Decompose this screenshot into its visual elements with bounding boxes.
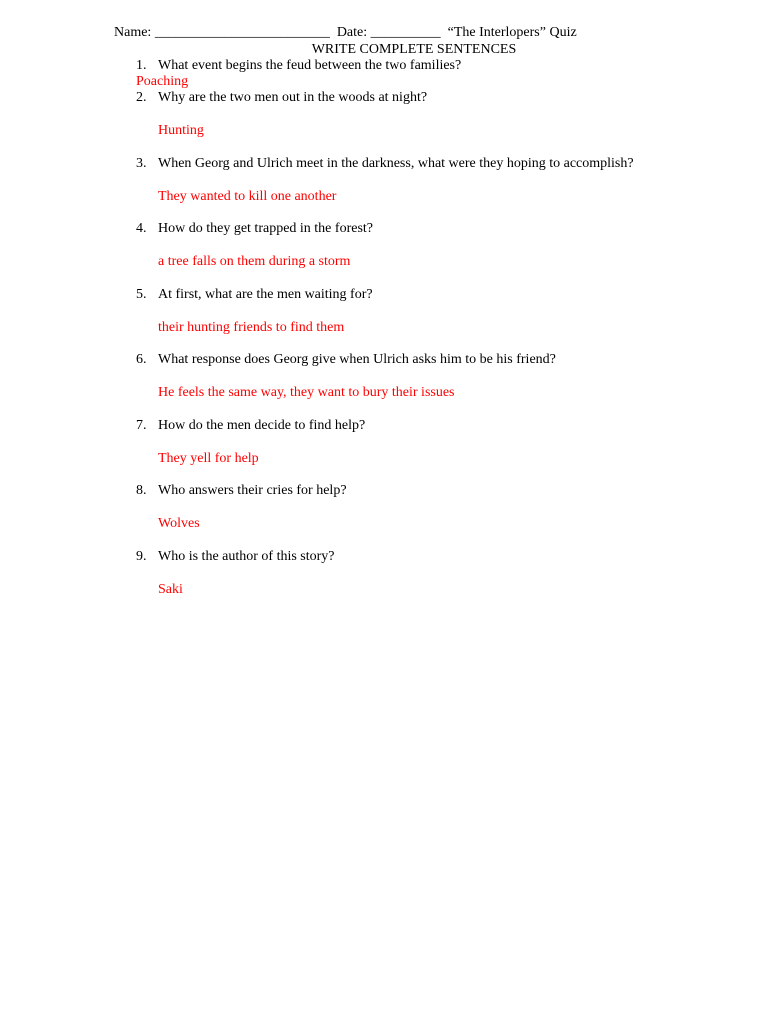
question-1 bbox=[136, 57, 461, 74]
question-text: How do they get trapped in the forest? bbox=[158, 221, 373, 236]
answer-text: They wanted to kill one another bbox=[158, 188, 337, 204]
question-number: 2. bbox=[136, 90, 147, 105]
question-number: 9. bbox=[136, 548, 147, 564]
question-line bbox=[136, 89, 427, 106]
question-text: What event begins the feud between the two families? bbox=[158, 58, 462, 73]
question-text: Who is the author of this story? bbox=[158, 548, 335, 564]
question-text: Who answers their cries for help? bbox=[158, 483, 347, 498]
answer-text: He feels the same way, they want to bury their issues bbox=[158, 385, 455, 400]
question-number: 6. bbox=[136, 352, 147, 367]
answer-text: Saki bbox=[158, 581, 183, 597]
answer-text: their hunting friends to find them bbox=[158, 319, 345, 335]
answer-text: a tree falls on them during a storm bbox=[158, 254, 351, 269]
question-line bbox=[136, 351, 556, 368]
question-text: At first, what are the men waiting for? bbox=[158, 286, 373, 302]
question-line bbox=[136, 155, 634, 172]
question-text: Why are the two men out in the woods at night? bbox=[158, 90, 428, 105]
question-text: When Georg and Ulrich meet in the darkness, what were they hoping to accomplish? bbox=[158, 155, 634, 171]
question-text: How do the men decide to find help? bbox=[158, 417, 366, 433]
quiz-subtitle: WRITE COMPLETE SENTENCES bbox=[311, 42, 517, 57]
answer-text: Wolves bbox=[158, 516, 200, 531]
question-line bbox=[136, 417, 365, 434]
question-text: What response does Georg give when Ulrich asks him to be his friend? bbox=[158, 352, 556, 367]
question-number: 3. bbox=[136, 155, 147, 171]
answer-text: They yell for help bbox=[158, 450, 259, 466]
answer-text: Hunting bbox=[158, 123, 204, 138]
question-number: 1. bbox=[136, 58, 147, 73]
question-number: 8. bbox=[136, 483, 147, 498]
question-number: 4. bbox=[136, 221, 147, 236]
quiz-header: Name: _________________________ Date: __________ “The Interlopers” Quiz bbox=[114, 25, 577, 40]
question-number: 7. bbox=[136, 417, 147, 433]
question-line bbox=[136, 286, 373, 303]
question-number: 5. bbox=[136, 286, 147, 302]
answer-1: Poaching bbox=[136, 74, 189, 89]
question-line bbox=[136, 220, 373, 237]
question-line bbox=[136, 482, 347, 499]
question-line bbox=[136, 548, 335, 565]
